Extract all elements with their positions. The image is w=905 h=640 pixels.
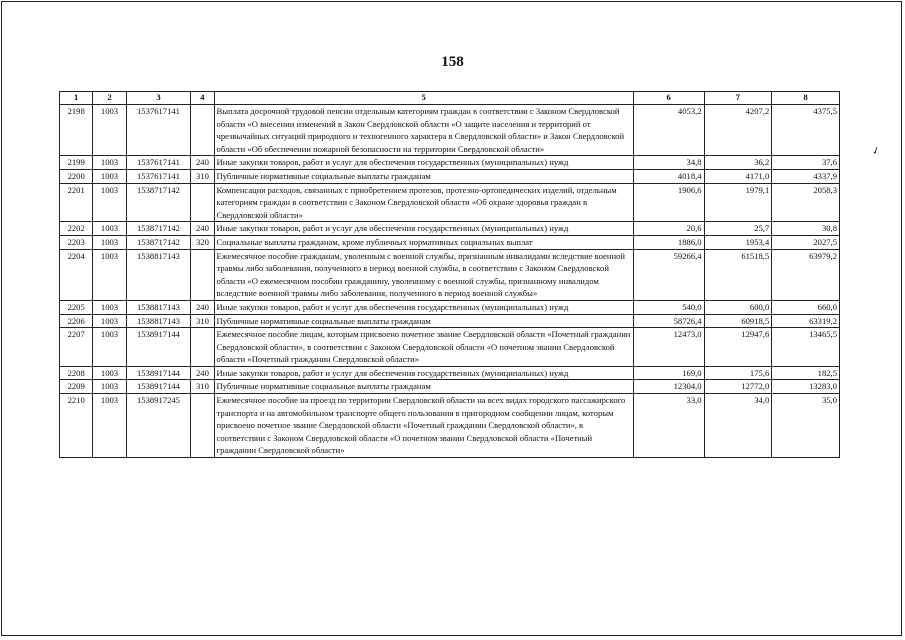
description-cell: Ежемесячное пособие лицам, которым присвоено почетное звание Свердловской области «Почетный гражданин Свердловской области», в соответствии с Законом Свердловской области «О почетном звании Свердловской области «Почетный гражданин Свердловской области» — [214, 328, 633, 367]
expense-type-cell — [191, 394, 214, 458]
amount-col6-cell: 12304,0 — [633, 380, 704, 394]
amount-col8-cell: 4375,5 — [772, 105, 840, 156]
amount-col8-cell: 13283,0 — [772, 380, 840, 394]
section-code-cell: 1003 — [93, 222, 126, 236]
description-cell: Иные закупки товаров, работ и услуг для обеспечения государственных (муниципальных) нужд — [214, 366, 633, 380]
header-cell: 1 — [60, 92, 93, 105]
target-article-cell: 1538917144 — [126, 380, 191, 394]
row-number-cell: 2200 — [60, 169, 93, 183]
amount-col8-cell: 2058,3 — [772, 183, 840, 222]
amount-col8-cell: 35,0 — [772, 394, 840, 458]
page-number: 158 — [441, 54, 464, 70]
table-row — [60, 183, 840, 222]
target-article-cell: 1538917245 — [126, 394, 191, 458]
expense-type-cell: 240 — [191, 366, 214, 380]
table-row — [60, 366, 840, 380]
amount-col6-cell: 540,0 — [633, 300, 704, 314]
description-cell: Ежемесячное пособие гражданам, уволенным с военной службы, признанным инвалидами вследствие военной травмы либо заболевания, полученного в период военной службы, в соответствии с Законом Свердловской области «О ежемесячном пособии гражданину, уволенному с военной службы, признанному инвалидом вследствие военной травмы либо заболевания, полученного в период военной службы» — [214, 249, 633, 300]
expense-type-cell: 240 — [191, 300, 214, 314]
expense-type-cell: 320 — [191, 235, 214, 249]
table-row — [60, 380, 840, 394]
row-number-cell: 2210 — [60, 394, 93, 458]
amount-col8-cell: 63979,2 — [772, 249, 840, 300]
expense-type-cell: 310 — [191, 380, 214, 394]
amount-col8-cell: 30,8 — [772, 222, 840, 236]
header-row — [60, 92, 840, 105]
amount-col6-cell: 20,6 — [633, 222, 704, 236]
target-article-cell: 1538817143 — [126, 249, 191, 300]
expense-type-cell — [191, 328, 214, 367]
row-number-cell: 2201 — [60, 183, 93, 222]
expense-type-cell: 310 — [191, 314, 214, 328]
target-article-cell: 1538717142 — [126, 222, 191, 236]
description-cell: Иные закупки товаров, работ и услуг для обеспечения государственных (муниципальных) нужд — [214, 156, 633, 170]
section-code-cell: 1003 — [93, 314, 126, 328]
amount-col8-cell: 37,6 — [772, 156, 840, 170]
row-number-cell: 2207 — [60, 328, 93, 367]
amount-col6-cell: 59266,4 — [633, 249, 704, 300]
amount-col6-cell: 33,0 — [633, 394, 704, 458]
amount-col8-cell: 4337,9 — [772, 169, 840, 183]
row-number-cell: 2203 — [60, 235, 93, 249]
amount-col6-cell: 1886,0 — [633, 235, 704, 249]
amount-col8-cell: 182,5 — [772, 366, 840, 380]
section-code-cell: 1003 — [93, 394, 126, 458]
section-code-cell: 1003 — [93, 105, 126, 156]
header-cell: 7 — [704, 92, 772, 105]
section-code-cell: 1003 — [93, 183, 126, 222]
table-row — [60, 328, 840, 367]
description-cell: Иные закупки товаров, работ и услуг для обеспечения государственных (муниципальных) нужд — [214, 222, 633, 236]
margin-check-mark: ✓ — [870, 144, 883, 159]
table-row — [60, 235, 840, 249]
amount-col6-cell: 169,0 — [633, 366, 704, 380]
row-number-cell: 2202 — [60, 222, 93, 236]
expense-type-cell: 240 — [191, 156, 214, 170]
expense-type-cell: 240 — [191, 222, 214, 236]
expense-type-cell — [191, 105, 214, 156]
amount-col7-cell: 1979,1 — [704, 183, 772, 222]
description-cell: Ежемесячное пособие на проезд по территории Свердловской области на всех видах городского пассажирского транспорта и на автомобильном транспорте общего пользования в пригородном сообщении лицам, которым присвоено почетное звание Свердловской области «Почетный гражданин Свердловской области», в соответствии с Законом Свердловской области «О почетном звании Свердловской области «Почетный гражданин Свердловской области» — [214, 394, 633, 458]
table-row — [60, 156, 840, 170]
expense-type-cell — [191, 183, 214, 222]
row-number-cell: 2199 — [60, 156, 93, 170]
target-article-cell: 1537617141 — [126, 105, 191, 156]
table-row — [60, 222, 840, 236]
target-article-cell: 1538717142 — [126, 235, 191, 249]
amount-col7-cell: 60918,5 — [704, 314, 772, 328]
table-row — [60, 314, 840, 328]
row-number-cell: 2206 — [60, 314, 93, 328]
expense-type-cell — [191, 249, 214, 300]
header-cell: 5 — [214, 92, 633, 105]
amount-col6-cell: 34,8 — [633, 156, 704, 170]
section-code-cell: 1003 — [93, 380, 126, 394]
amount-col6-cell: 12473,0 — [633, 328, 704, 367]
row-number-cell: 2198 — [60, 105, 93, 156]
row-number-cell: 2204 — [60, 249, 93, 300]
amount-col6-cell: 58726,4 — [633, 314, 704, 328]
section-code-cell: 1003 — [93, 249, 126, 300]
description-cell: Социальные выплаты гражданам, кроме публичных нормативных социальных выплат — [214, 235, 633, 249]
amount-col7-cell: 1953,4 — [704, 235, 772, 249]
header-cell: 6 — [633, 92, 704, 105]
description-cell: Публичные нормативные социальные выплаты гражданам — [214, 380, 633, 394]
row-number-cell: 2205 — [60, 300, 93, 314]
section-code-cell: 1003 — [93, 169, 126, 183]
table-row — [60, 394, 840, 458]
section-code-cell: 1003 — [93, 366, 126, 380]
amount-col8-cell: 2027,5 — [772, 235, 840, 249]
amount-col8-cell: 63319,2 — [772, 314, 840, 328]
description-cell: Публичные нормативные социальные выплаты гражданам — [214, 314, 633, 328]
section-code-cell: 1003 — [93, 156, 126, 170]
header-cell: 4 — [191, 92, 214, 105]
table-row — [60, 105, 840, 156]
description-cell: Выплата досрочной трудовой пенсии отдельным категориям граждан в соответствии с Законом Свердловской области «О внесении изменений в Закон Свердловской области «О защите населения и территорий от чрезвычайных ситуаций природного и техногенного характера в Свердловской области» и Закон Свердловской области «Об обеспечении пожарной безопасности на территории Свердловской области» — [214, 105, 633, 156]
target-article-cell: 1538917144 — [126, 366, 191, 380]
target-article-cell: 1538817143 — [126, 300, 191, 314]
description-cell: Публичные нормативные социальные выплаты гражданам — [214, 169, 633, 183]
amount-col7-cell: 34,0 — [704, 394, 772, 458]
amount-col7-cell: 12947,6 — [704, 328, 772, 367]
amount-col7-cell: 175,6 — [704, 366, 772, 380]
amount-col7-cell: 12772,0 — [704, 380, 772, 394]
header-cell: 3 — [126, 92, 191, 105]
section-code-cell: 1003 — [93, 235, 126, 249]
row-number-cell: 2209 — [60, 380, 93, 394]
amount-col6-cell: 4018,4 — [633, 169, 704, 183]
target-article-cell: 1537617141 — [126, 169, 191, 183]
table-row — [60, 249, 840, 300]
header-cell: 2 — [93, 92, 126, 105]
amount-col7-cell: 600,0 — [704, 300, 772, 314]
amount-col7-cell: 4207,2 — [704, 105, 772, 156]
expense-type-cell: 310 — [191, 169, 214, 183]
description-cell: Компенсация расходов, связанных с приобретением протезов, протезно-ортопедических изделий, отдельным категориям граждан в соответствии с Законом Свердловской области «Об охране здоровья граждан в Свердловской области» — [214, 183, 633, 222]
amount-col7-cell: 61518,5 — [704, 249, 772, 300]
target-article-cell: 1537617141 — [126, 156, 191, 170]
row-number-cell: 2208 — [60, 366, 93, 380]
section-code-cell: 1003 — [93, 300, 126, 314]
target-article-cell: 1538917144 — [126, 328, 191, 367]
target-article-cell: 1538717142 — [126, 183, 191, 222]
table-row — [60, 300, 840, 314]
amount-col8-cell: 660,0 — [772, 300, 840, 314]
header-cell: 8 — [772, 92, 840, 105]
amount-col6-cell: 4053,2 — [633, 105, 704, 156]
target-article-cell: 1538817143 — [126, 314, 191, 328]
amount-col7-cell: 4171,0 — [704, 169, 772, 183]
section-code-cell: 1003 — [93, 328, 126, 367]
table-row — [60, 169, 840, 183]
budget-table — [59, 91, 840, 458]
description-cell: Иные закупки товаров, работ и услуг для обеспечения государственных (муниципальных) нужд — [214, 300, 633, 314]
table-body — [60, 105, 840, 458]
amount-col8-cell: 13465,5 — [772, 328, 840, 367]
amount-col6-cell: 1906,6 — [633, 183, 704, 222]
amount-col7-cell: 36,2 — [704, 156, 772, 170]
amount-col7-cell: 25,7 — [704, 222, 772, 236]
